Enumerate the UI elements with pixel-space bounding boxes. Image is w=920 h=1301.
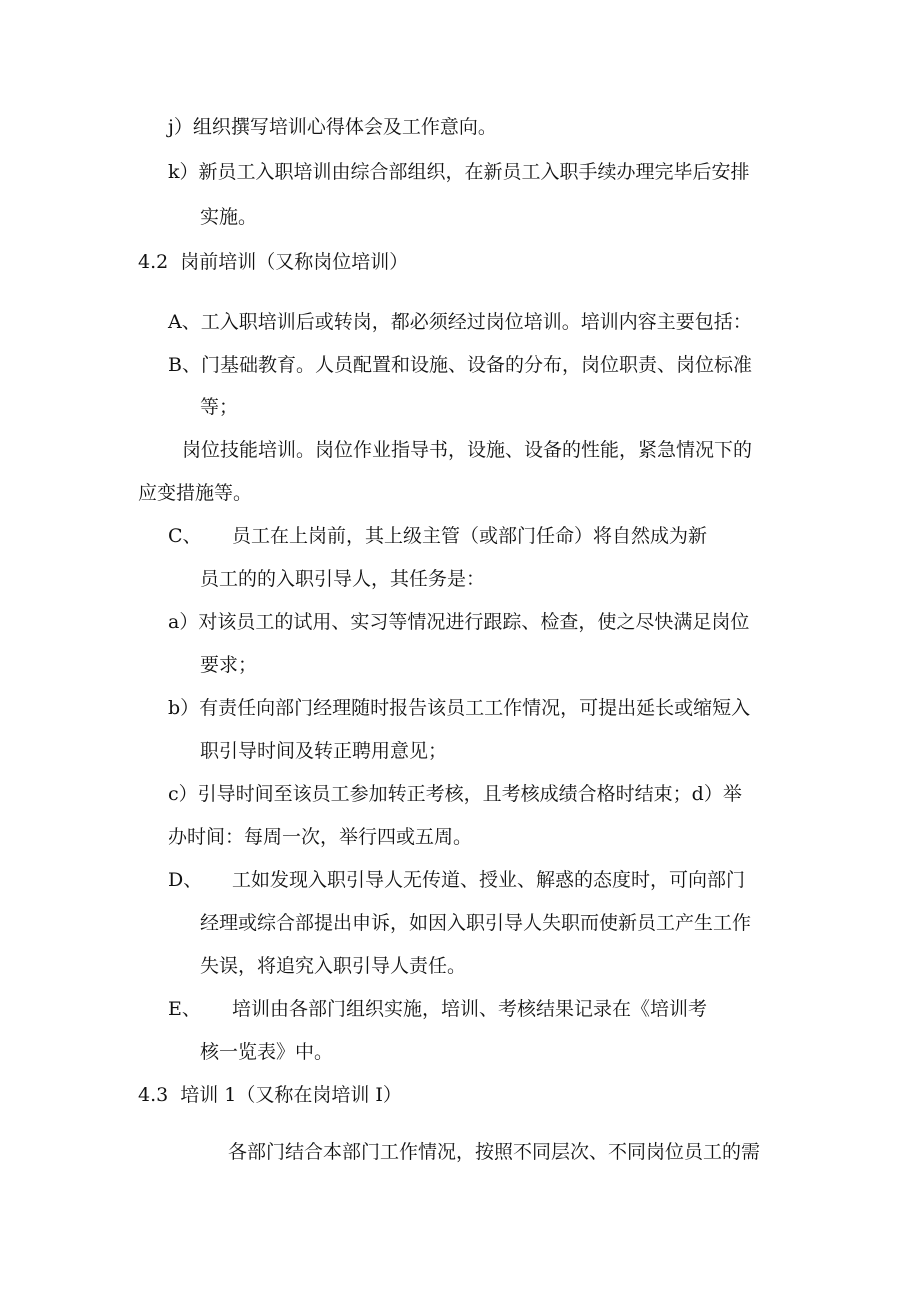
item-D (168, 871, 745, 890)
section-number: 4.3 (138, 1084, 169, 1106)
item-a (168, 613, 749, 632)
item-B-continuation: 等； (200, 396, 239, 418)
item-k (168, 163, 750, 182)
section-title: 培训 1（又称在岗培训 I） (180, 1084, 402, 1106)
item-label: k） (168, 161, 199, 183)
item-label: a） (168, 611, 199, 633)
item-D-continuation-1: 经理或综合部提出申诉，如因入职引导人失职而使新员工产生工作 (200, 912, 752, 934)
skill-training-line1: 岗位技能培训。岗位作业指导书，设施、设备的性能，紧急情况下的 (182, 439, 753, 461)
item-C-continuation: 员工的的入职引导人，其任务是： (200, 568, 486, 590)
item-c-continuation: 办时间：每周一次，举行四或五周。 (168, 826, 473, 848)
item-text: 有责任向部门经理随时报告该员工工作情况，可提出延长或缩短入 (199, 697, 751, 719)
item-k-continuation: 实施。 (200, 206, 258, 228)
item-text: 工入职培训后或转岗，都必须经过岗位培训。培训内容主要包括： (200, 311, 752, 333)
item-label: j） (168, 116, 193, 138)
item-text: 工如发现入职引导人无传道、授业、解惑的态度时，可向部门 (232, 869, 746, 891)
item-text: 组织撰写培训心得体会及工作意向。 (192, 116, 497, 138)
item-label: C、 (168, 525, 202, 547)
item-text: 新员工入职培训由综合部组织，在新员工入职手续办理完毕后安排 (198, 161, 750, 183)
item-a-continuation: 要求； (200, 654, 258, 676)
item-A (168, 313, 752, 332)
section-heading-4-3 (138, 1086, 402, 1105)
item-text: 引导时间至该员工参加转正考核，且考核成绩合格时结束；d）举 (197, 783, 742, 805)
item-label: A、 (168, 311, 201, 333)
item-text: 培训由各部门组织实施，培训、考核结果记录在《培训考 (232, 998, 708, 1020)
skill-training-line2: 应变措施等。 (138, 482, 253, 504)
item-label: D、 (168, 869, 203, 891)
item-C (168, 527, 707, 546)
item-c (168, 785, 742, 804)
item-text: 对该员工的试用、实习等情况进行跟踪、检查，使之尽快满足岗位 (198, 611, 750, 633)
item-E-continuation: 核一览表》中。 (200, 1041, 334, 1063)
item-b-continuation: 职引导时间及转正聘用意见； (200, 740, 448, 762)
item-label: b） (168, 697, 200, 719)
item-text: 员工在上岗前，其上级主管（或部门任命）将自然成为新 (232, 525, 708, 547)
item-label: c） (168, 783, 198, 805)
section-number: 4.2 (138, 251, 169, 273)
item-j (168, 118, 497, 137)
item-label: E、 (168, 998, 201, 1020)
section-title: 岗前培训（又称岗位培训） (180, 251, 409, 273)
section-heading-4-2 (138, 253, 408, 272)
item-B (168, 356, 752, 375)
item-E (168, 1000, 707, 1019)
item-text: 门基础教育。人员配置和设施、设备的分布，岗位职责、岗位标准 (200, 354, 752, 376)
item-label: B、 (168, 354, 201, 376)
item-D-continuation-2: 失误，将追究入职引导人责任。 (200, 955, 467, 977)
section-4-3-paragraph: 各部门结合本部门工作情况，按照不同层次、不同岗位员工的需 (228, 1141, 761, 1163)
item-b (168, 699, 750, 718)
